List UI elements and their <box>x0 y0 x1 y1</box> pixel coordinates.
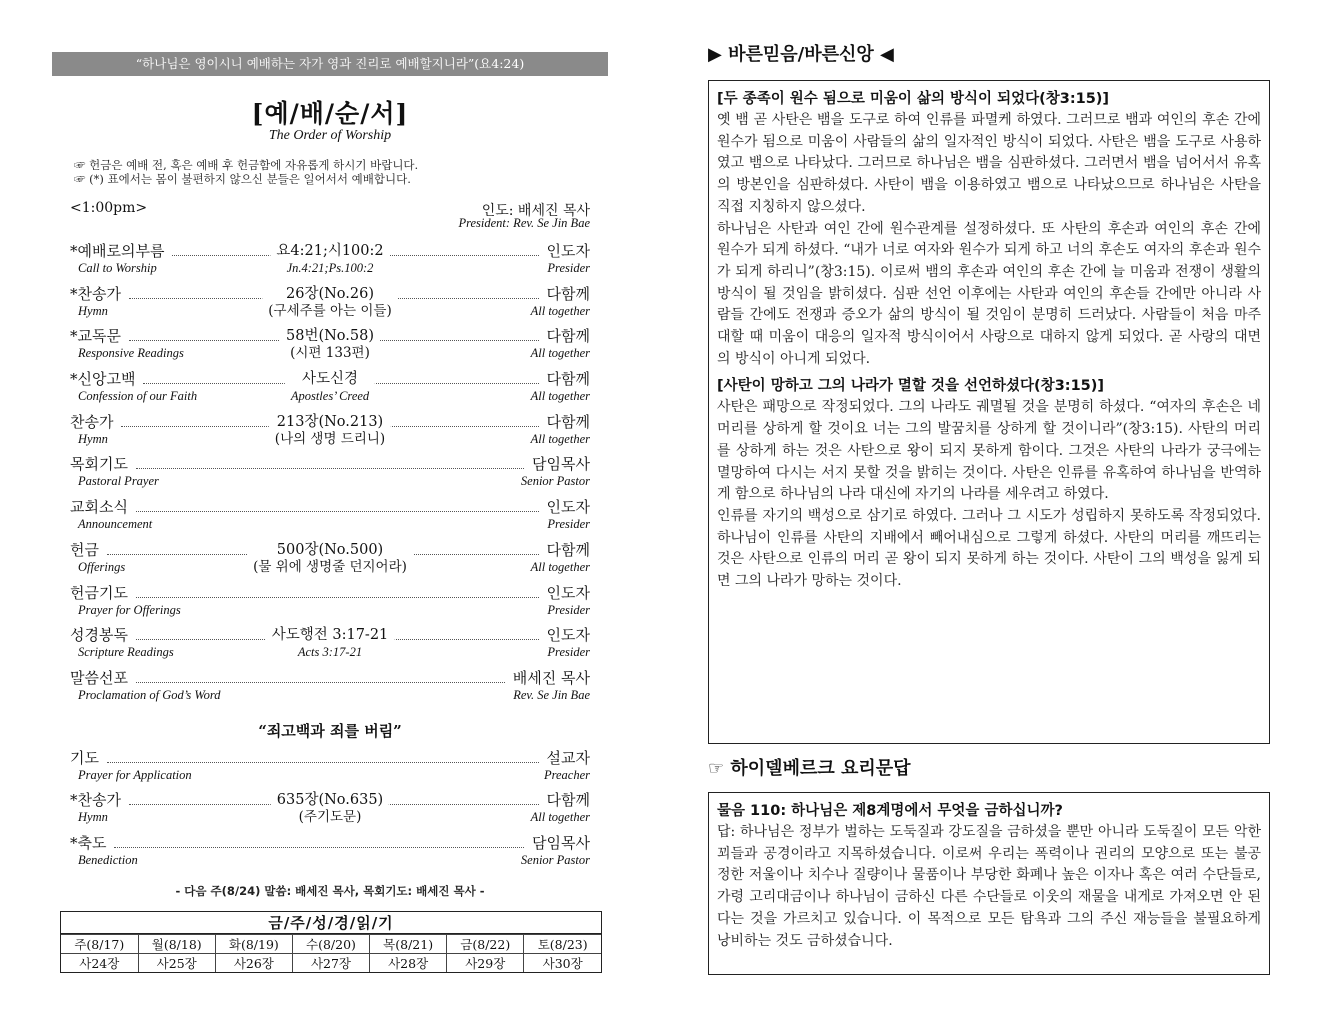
item-title-en: Hymn <box>78 810 108 825</box>
weekly-reading-table <box>60 911 602 974</box>
leader-en: President: Rev. Se Jin Bae <box>458 216 590 230</box>
leader-dots <box>114 847 524 848</box>
item-leader-ko: 다함께 <box>546 327 590 346</box>
item-leader-ko: 인도자 <box>546 626 590 645</box>
article-paragraph: 사탄은 패망으로 작정되었다. 그의 나라도 궤멸될 것을 분명히 하셨다. “여자의 후손은 네 머리를 상하게 할 것이요 너는 그의 발꿈치를 상하게 할 것이니라”(창3:15). 사탄의 머리를 상하게 하는 것은 사탄으로 왕이 되지 못하게 함이다. 그것은 사탄의 나라가 궁극에는 멸망하여 다시는 서지 못할 것을 밝히는 것이다. 사탄은 인류를 유혹하여 하나님을 반역하게 함으로 하나님의 나라 대신에 자기의 나라를 세우려고 하였다. <box>717 399 1261 503</box>
item-title-ko: *찬송가 <box>70 284 121 303</box>
item-detail <box>247 541 413 576</box>
order-item <box>70 413 590 456</box>
article-paragraph: 옛 뱀 곧 사탄은 뱀을 도구로 하여 인류를 파멸케 하였다. 그러므로 뱀과 여인의 후손 간에 원수가 됨으로 미움이 사람들의 삶의 일자적인 방식이 되었다. 사탄은 뱀을 도구로 사용하였고 뱀으로 나타났다. 그러므로 하나님은 뱀을 심판하셨다. 그러면서 뱀을 넘어서서 유혹의 방본인을 심판하셨다. 사탄이 뱀을 이용하였고 뱀으로 나타났으므로 하나님은 사탄을 직접 지칭하지 않으셨다. <box>717 112 1261 215</box>
item-title-en: Confession of our Faith <box>78 389 198 404</box>
item-detail-sub: (물 위에 생명줄 던지어라) <box>253 558 407 575</box>
order-item <box>70 455 590 498</box>
item-detail <box>271 791 389 826</box>
item-detail-sub: Apostles’ Creed <box>290 389 370 404</box>
worship-order-page <box>52 52 608 982</box>
catechism-box <box>708 792 1270 975</box>
motto-banner: “하나님은 영이시니 예배하는 자가 영과 진리로 예배할지니라”(요4:24) <box>52 52 608 76</box>
item-leader-en: All together <box>530 431 590 446</box>
item-leader-ko: 다함께 <box>546 370 590 389</box>
item-detail <box>270 242 389 277</box>
item-leader-en: All together <box>530 303 590 318</box>
notes <box>52 158 608 186</box>
leader-dots <box>136 682 505 683</box>
item-detail <box>266 626 395 661</box>
leader-dots <box>136 511 539 512</box>
item-title-en: Benediction <box>78 852 138 867</box>
item-detail-sub: (시편 133편) <box>290 345 370 362</box>
item-title-ko: 찬송가 <box>70 412 114 431</box>
reading-days-row <box>61 934 601 953</box>
reading-chapter: 사25장 <box>138 953 215 972</box>
reading-chapters-row <box>61 953 601 972</box>
reading-day: 금(8/22) <box>447 934 524 953</box>
service-time: <1:00pm> <box>70 200 148 216</box>
next-week-notice: - 다음 주(8/24) 말씀: 배세진 목사, 목회기도: 배세진 목사 - <box>175 883 485 898</box>
item-leader-en: All together <box>530 810 590 825</box>
item-title-ko: 목회기도 <box>70 455 128 474</box>
item-detail <box>262 285 397 320</box>
item-detail-main: 26장(No.26) <box>285 285 374 302</box>
item-leader-ko: 인도자 <box>546 583 590 602</box>
item-leader-en: Rev. Se Jin Bae <box>513 687 590 702</box>
page-title: [예/배/순/서] <box>251 99 409 128</box>
item-title-ko: 성경봉독 <box>70 626 128 645</box>
article-heading-1: [두 종족이 원수 됨으로 미움이 삶의 방식이 되었다(창3:15)] <box>717 91 1110 107</box>
item-detail-main: 사도행전 3:17-21 <box>271 627 389 644</box>
item-leader-ko: 설교자 <box>546 748 590 767</box>
leader-dots <box>107 762 539 763</box>
item-leader-en: Senior Pastor <box>520 852 590 867</box>
reading-chapter: 사28장 <box>370 953 447 972</box>
section-title-catechism: ☞ 하이델베르크 요리문답 <box>708 758 911 779</box>
leader: 인도: 배세진 목사 <box>481 203 590 219</box>
article-paragraph: 하나님은 사탄과 여인 간에 원수관계를 설정하셨다. 또 사탄의 후손과 여인의 후손 간에 원수가 되게 하셨다. “내가 너로 여자와 원수가 되게 하고 너의 후손도 여자의 후손과 원수가 되게 하리니”(창3:15). 이로써 뱀의 후손과 여인의 후손 간에 늘 미움과 전쟁이 생활의 방식이 될 것임을 밝히셨다. 심판 선언 이후에는 사탄과 여인의 후손들 간에만 아니라 사람들 간에도 전쟁과 증오가 삶의 방식이 될 것임이 분명히 드러났다. 사람들이 처음 마주 대할 때 미움이 대응의 일자적 방식이어서 사랑으로 대하지 않게 되었다. 곧 사랑의 대면의 방식이 아니게 되었다. <box>717 220 1261 367</box>
item-leader-ko: 다함께 <box>546 412 590 431</box>
reading-chapter: 사30장 <box>524 953 601 972</box>
item-title-ko: *찬송가 <box>70 791 121 810</box>
item-detail <box>269 413 391 448</box>
reading-day: 토(8/23) <box>524 934 601 953</box>
item-leader-en: All together <box>530 346 590 361</box>
item-detail-sub: Acts 3:17-21 <box>297 645 363 660</box>
order-list <box>52 242 608 712</box>
order-item <box>70 834 590 877</box>
item-leader-ko: 다함께 <box>546 284 590 303</box>
reading-chapter: 사26장 <box>215 953 292 972</box>
item-leader-ko: 인도자 <box>546 498 590 517</box>
reading-day: 화(8/19) <box>215 934 292 953</box>
note-standing: ☞ (*) 표에서는 몸이 불편하지 않으신 분들은 일어서서 예배합니다. <box>74 172 411 186</box>
item-title-en: Hymn <box>78 303 108 318</box>
item-title-en: Proclamation of God’s Word <box>78 687 221 702</box>
order-item <box>70 791 590 834</box>
item-title-en: Hymn <box>78 431 108 446</box>
leader-dots <box>136 468 524 469</box>
item-leader-ko: 담임목사 <box>532 833 590 852</box>
item-detail-main: 213장(No.213) <box>276 413 384 430</box>
item-detail-sub: (주기도문) <box>298 809 362 826</box>
order-item <box>70 327 590 370</box>
sermon-title: “죄고백과 죄를 버림” <box>258 721 402 740</box>
item-title-en: Prayer for Offerings <box>78 602 181 617</box>
reading-day: 월(8/18) <box>138 934 215 953</box>
item-title-en: Scripture Readings <box>78 645 174 660</box>
item-title-ko: 말씀선포 <box>70 668 128 687</box>
item-title-en: Pastoral Prayer <box>78 474 159 489</box>
order-item <box>70 498 590 541</box>
order-item <box>70 669 590 712</box>
item-title-ko: *교독문 <box>70 327 121 346</box>
item-detail-sub: Jn.4:21;Ps.100:2 <box>286 261 374 275</box>
item-leader-en: All together <box>530 389 590 404</box>
leader-dots <box>136 597 539 598</box>
order-item <box>70 285 590 328</box>
item-leader-ko: 배세진 목사 <box>512 668 590 687</box>
reading-chapter: 사24장 <box>61 953 138 972</box>
article-paragraph: 인류를 자기의 백성으로 삼기로 하였다. 그러나 그 시도가 성립하지 못하도록 작정되었다. 하나님이 인류를 사탄의 지배에서 빼어내심으로 그렇게 하셨다. 사탄의 머리를 깨뜨리는 것은 사탄으로 인류의 머리 곧 왕이 되지 못하게 하는 것이다. 사탄이 그의 백성을 잃게 되면 그의 나라가 망하는 것이다. <box>717 507 1261 590</box>
page-subtitle: The Order of Worship <box>268 128 392 143</box>
order-item <box>70 626 590 669</box>
item-leader-en: Presider <box>547 261 590 275</box>
item-detail <box>280 327 380 362</box>
reading-day: 주(8/17) <box>61 934 138 953</box>
item-detail-main: 500장(No.500) <box>276 541 384 558</box>
articles-page <box>708 40 1270 975</box>
article-heading-2: [사탄이 망하고 그의 나라가 멸할 것을 선언하셨다(창3:15)] <box>717 378 1105 395</box>
catechism-question: 물음 110: 하나님은 제8계명에서 무엇을 금하십니까? <box>717 803 1063 819</box>
item-title-ko: 기도 <box>70 748 99 767</box>
item-leader-ko: 인도자 <box>546 242 590 260</box>
item-title-ko: 교회소식 <box>70 498 128 517</box>
reading-title: 금/주/성/경/읽/기 <box>61 912 601 934</box>
note-offering: ☞ 헌금은 예배 전, 혹은 예배 후 헌금함에 자유롭게 하시기 바랍니다. <box>74 158 419 172</box>
item-title-ko: *신앙고백 <box>70 370 136 389</box>
item-title-en: Call to Worship <box>78 261 157 275</box>
order-item <box>70 541 590 584</box>
item-title-ko: *축도 <box>70 833 107 852</box>
reading-chapter: 사27장 <box>292 953 369 972</box>
order-item <box>70 584 590 627</box>
faith-article-box <box>708 80 1270 744</box>
item-detail-sub: (구세주를 아는 이들) <box>268 302 392 319</box>
item-title-ko: 헌금 <box>70 540 99 559</box>
time-row <box>52 200 608 234</box>
reading-chapter: 사29장 <box>447 953 524 972</box>
item-leader-ko: 담임목사 <box>532 455 590 474</box>
order-item <box>70 242 590 285</box>
item-leader-en: Presider <box>547 517 590 532</box>
item-detail-main: 58번(No.58) <box>286 328 374 345</box>
item-leader-en: Senior Pastor <box>520 474 590 489</box>
item-detail-main: 사도신경 <box>301 371 359 388</box>
catechism-answer: 답: 하나님은 정부가 벌하는 도둑질과 강도질을 금하셨을 뿐만 아니라 도둑질이 모든 악한 꾀들과 공경이라고 지목하셨습니다. 이로써 우리는 폭력이나 권리의 모양으로 또는 불공정한 저울이나 치수나 질량이나 물품이나 부당한 화폐나 높은 이자나 혹은 여러 수단들로, 가령 고리대금이나 하나님이 금하신 다른 수단들로 이웃의 재물을 내게로 가져오면 안 된다는 것을 가르치고 있습니다. 이 목적으로 모든 탐욕과 그의 주신 재능들을 불필요하게 낭비하는 것도 금하셨습니다. <box>717 824 1261 949</box>
item-leader-en: Presider <box>547 602 590 617</box>
item-leader-ko: 다함께 <box>546 791 590 810</box>
item-leader-en: Presider <box>547 645 590 660</box>
item-leader-en: All together <box>530 559 590 574</box>
item-title-en: Prayer for Application <box>78 767 192 782</box>
item-title-en: Responsive Readings <box>78 346 184 361</box>
item-title-ko: 헌금기도 <box>70 583 128 602</box>
reading-day: 수(8/20) <box>292 934 369 953</box>
item-detail-main: 요4:21;시100:2 <box>276 243 384 259</box>
section-title-faith: ▶ 바른믿음/바른신앙 ◀ <box>708 44 894 65</box>
reading-day: 목(8/21) <box>370 934 447 953</box>
item-title-en: Offerings <box>78 559 126 574</box>
order-item <box>70 370 590 413</box>
item-leader-en: Preacher <box>543 767 590 782</box>
item-detail <box>285 370 375 405</box>
order-item <box>70 749 590 792</box>
item-leader-ko: 다함께 <box>546 540 590 559</box>
item-title-en: Announcement <box>78 517 153 532</box>
item-detail-sub: (나의 생명 드리니) <box>274 430 386 447</box>
item-detail-main: 635장(No.635) <box>276 792 384 809</box>
order-list-2 <box>52 749 608 877</box>
item-title-ko: *예배로의부름 <box>70 242 165 260</box>
